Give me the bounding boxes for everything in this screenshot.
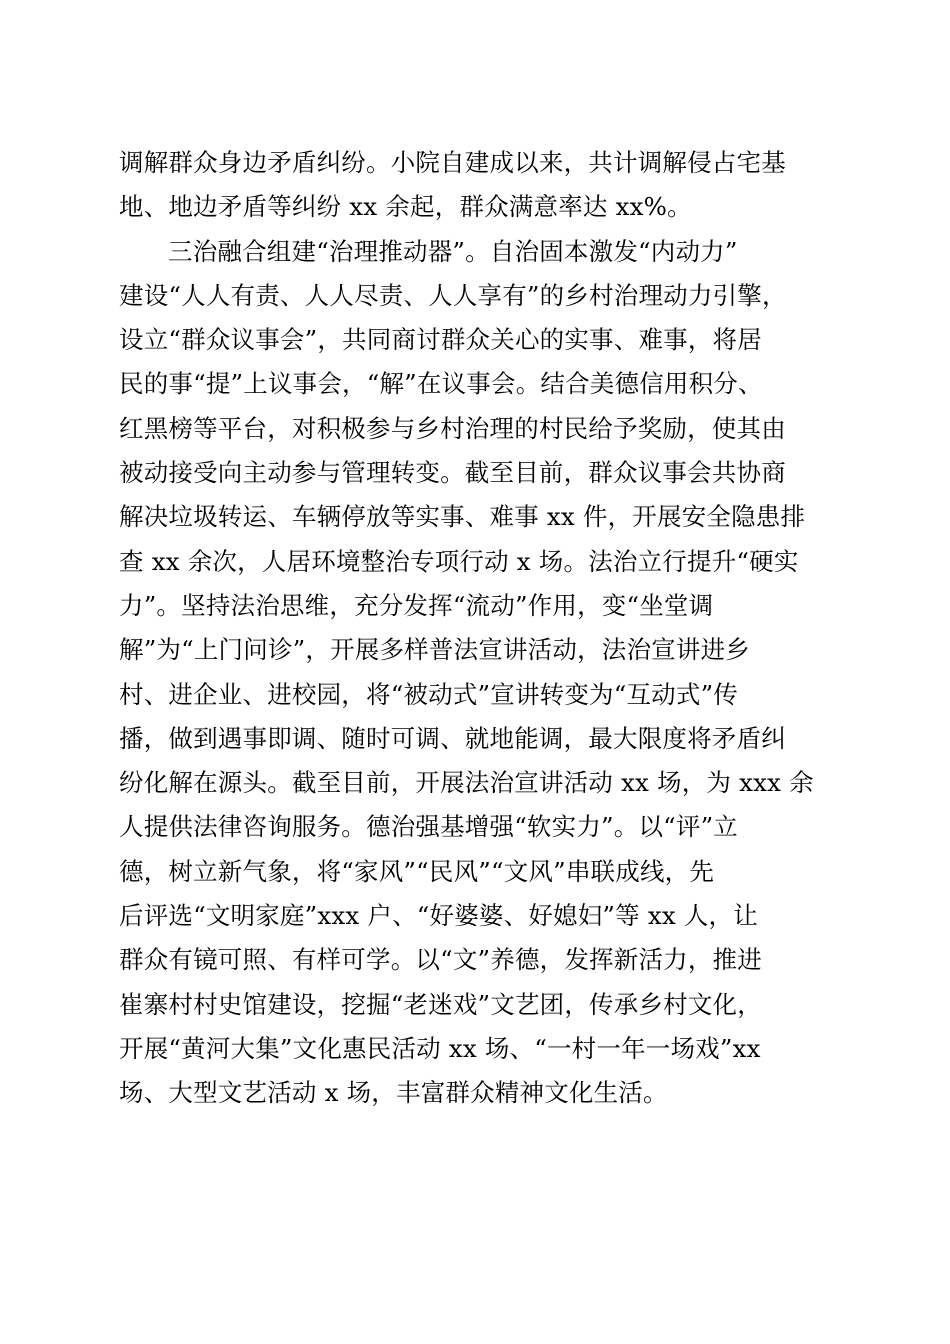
text-line: 崔寨村村史馆建设，挖掘“老迷戏”文艺团，传承乡村文化， [119,989,762,1019]
text-line: 开展“黄河大集”文化惠民活动 xx 场、“一村一年一场戏”xx [119,1033,761,1063]
text-line: 人提供法律咨询服务。德治强基增强“软实力”。以“评”立 [119,812,738,842]
paragraph-1 [119,141,859,230]
text-line: 红黑榜等平台，对积极参与乡村治理的村民给予奖励，使其由 [119,413,786,443]
text-line: 解”为“上门问诊”，开展多样普法宣讲活动，法治宣讲进乡 [119,635,750,665]
text-line: 力”。坚持法治思维，充分发挥“流动”作用，变“坐堂调 [119,590,714,620]
text-line: 解决垃圾转运、车辆停放等实事、难事 xx 件，开展安全隐患排 [119,502,806,532]
text-line: 查 xx 余次，人居环境整治专项行动 x 场。法治立行提升“硬实 [119,546,799,576]
text-line: 被动接受向主动参与管理转变。截至目前，群众议事会共协商 [119,458,786,488]
text-line: 调解群众身边矛盾纠纷。小院自建成以来，共计调解侵占宅基 [119,148,786,177]
text-line: 场、大型文艺活动 x 场，丰富群众精神文化生活。 [119,1078,668,1108]
text-line: 三治融合组建“治理推动器”。自治固本激发“内动力” [168,236,738,266]
text-line: 地、地边矛盾等纠纷 xx 余起，群众满意率达 xx%。 [119,192,692,222]
text-line: 群众有镜可照、有样可学。以“文”养德，发挥新活力，推进 [119,945,762,975]
document-body [119,141,859,1116]
text-line: 设立“群众议事会”，共同商讨群众关心的实事、难事，将居 [119,325,762,355]
text-line: 后评选“文明家庭”xxx 户、“好婆婆、好媳妇”等 xx 人，让 [119,901,758,931]
text-line: 建设“人人有责、人人尽责、人人享有”的乡村治理动力引擎， [119,280,787,310]
text-line: 村、进企业、进校园，将“被动式”宣讲转变为“互动式”传 [119,679,738,709]
paragraph-2 [119,230,859,1116]
text-line: 播，做到遇事即调、随时可调、就地能调，最大限度将矛盾纠 [119,723,786,753]
text-line: 德，树立新气象，将“家风”“民风”“文风”串联成线，先 [119,856,715,886]
text-line: 民的事“提”上议事会，“解”在议事会。结合美德信用积分、 [119,369,763,399]
text-line: 纷化解在源头。截至目前，开展法治宣讲活动 xx 场，为 xxx 余 [119,768,814,798]
